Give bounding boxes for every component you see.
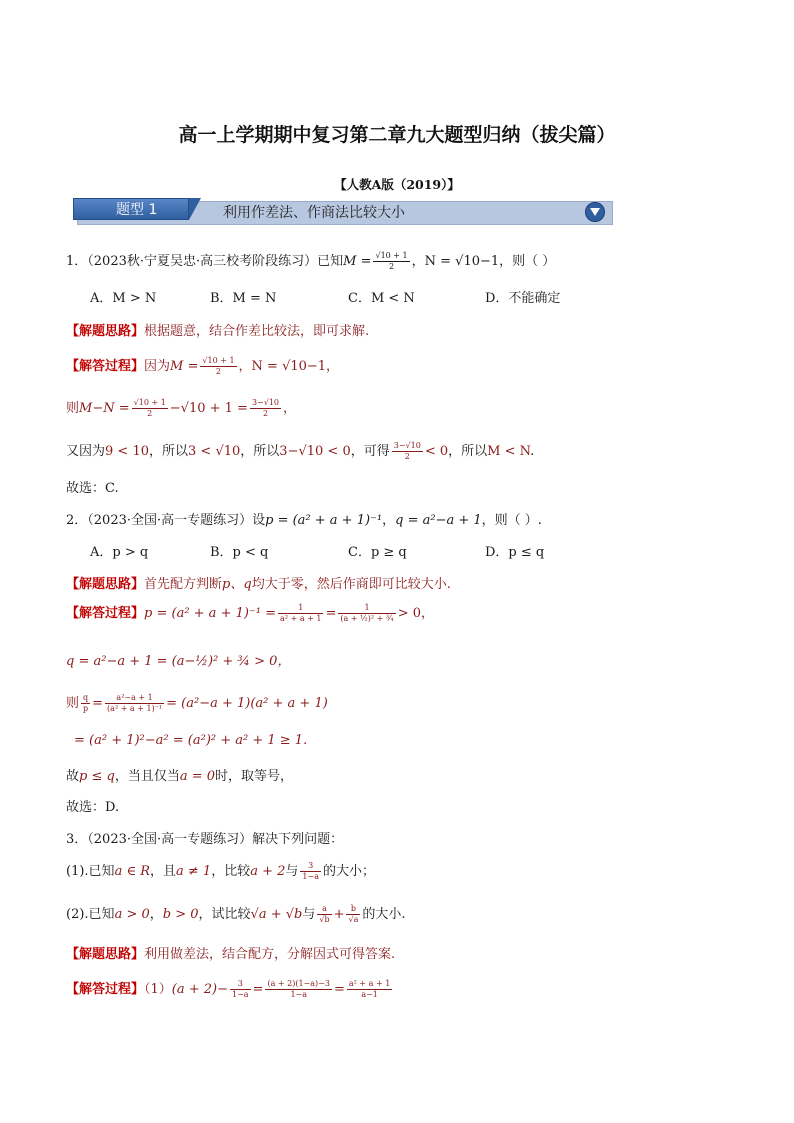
text: ，当且仅当 bbox=[114, 769, 180, 784]
frac-denominator: 2 bbox=[147, 409, 153, 418]
math: a = 0 bbox=[179, 769, 216, 784]
q1-stem-text: 1．（2023秋·宁夏吴忠·高三校考阶段练习）已知 bbox=[66, 254, 344, 269]
frac-denominator: 1−a bbox=[302, 872, 319, 881]
document-title: 高一上学期期中复习第二章九大题型归纳（拔尖篇） bbox=[178, 124, 616, 146]
math: ，N = √10−1， bbox=[238, 359, 340, 374]
idea-label: 【解题思路】 bbox=[66, 577, 145, 592]
frac-denominator: p bbox=[83, 704, 89, 713]
fraction bbox=[265, 979, 332, 1000]
text: ， bbox=[283, 401, 297, 416]
q1-process-line-3 bbox=[66, 440, 534, 462]
text: 则 bbox=[66, 696, 80, 711]
math: > 0， bbox=[397, 606, 434, 621]
fraction bbox=[105, 693, 164, 714]
text: ，且 bbox=[150, 864, 177, 879]
frac-numerator: √10 + 1 bbox=[202, 356, 235, 365]
math: a ≠ 1 bbox=[176, 864, 212, 879]
math: b > 0 bbox=[162, 907, 199, 922]
question-1-stem bbox=[66, 250, 555, 272]
math: p ≤ q bbox=[79, 769, 115, 784]
fraction bbox=[250, 398, 281, 419]
fraction bbox=[392, 441, 423, 462]
q3-process-line-1 bbox=[66, 978, 394, 1000]
frac-denominator: 2 bbox=[404, 452, 410, 461]
q2-option-c: C．p ≥ q bbox=[348, 545, 407, 560]
text: （1） bbox=[144, 982, 172, 997]
math: −√10 + 1 = bbox=[169, 401, 248, 416]
q3-part-2 bbox=[66, 903, 405, 925]
math: = bbox=[252, 982, 264, 997]
frac-denominator: (a² + a + 1)⁻¹ bbox=[107, 704, 163, 713]
process-label: 【解答过程】 bbox=[66, 359, 145, 374]
idea-text: 根据题意，结合作差比较法，即可求解. bbox=[144, 324, 370, 339]
process-label: 【解答过程】 bbox=[66, 982, 145, 997]
text: 又因为 bbox=[66, 444, 106, 459]
text: 的大小； bbox=[322, 864, 375, 879]
frac-numerator: a bbox=[317, 904, 331, 915]
banner-tag: 题型 1 bbox=[73, 198, 189, 220]
text: ，所以 bbox=[149, 444, 189, 459]
math: M < N bbox=[487, 444, 531, 459]
text: 与 bbox=[302, 907, 316, 922]
question-3-stem: 3．（2023·全国·高一专题练习）解决下列问题： bbox=[66, 832, 344, 847]
fraction bbox=[200, 356, 236, 377]
math: + bbox=[333, 907, 345, 922]
frac-denominator: 2 bbox=[262, 409, 269, 418]
math: a + 2 bbox=[250, 864, 286, 879]
q3-part-1 bbox=[66, 860, 375, 882]
text: ， bbox=[382, 513, 396, 528]
q3-idea bbox=[66, 943, 395, 962]
q2-answer: 故选：D. bbox=[66, 800, 120, 815]
frac-denominator: √a bbox=[348, 915, 359, 924]
chevron-down-icon[interactable] bbox=[585, 202, 605, 222]
fraction bbox=[300, 861, 321, 882]
q1-var-n: ，N = √10−1，则（ ） bbox=[411, 254, 556, 269]
frac-numerator: q bbox=[83, 693, 89, 702]
q2-option-a: A．p > q bbox=[90, 545, 149, 560]
frac-numerator: 3−√10 bbox=[393, 441, 421, 450]
math: p = (a² + a + 1)⁻¹ = bbox=[144, 606, 277, 621]
text: 与 bbox=[285, 864, 299, 879]
text: (2).已知 bbox=[66, 907, 115, 922]
math: M−N = bbox=[79, 401, 130, 416]
text: 均大于零，然后作商即可比较大小. bbox=[251, 577, 451, 592]
math: = bbox=[333, 982, 345, 997]
frac-denominator: 1−a bbox=[290, 990, 308, 999]
text: 故 bbox=[66, 769, 80, 784]
idea-text: 利用做差法，结合配方，分解因式可得答案. bbox=[144, 947, 396, 962]
frac-denominator: (a + ½)² + ¾ bbox=[340, 614, 394, 623]
frac-denominator: √b bbox=[319, 915, 330, 924]
math: (a + 2)− bbox=[171, 982, 229, 997]
q2-idea bbox=[66, 573, 451, 592]
q2-option-b: B．p < q bbox=[210, 545, 269, 560]
math: √a + √b bbox=[250, 907, 303, 922]
frac-numerator: 3−√10 bbox=[251, 398, 280, 407]
q2-process-line-5 bbox=[66, 765, 293, 784]
fraction bbox=[317, 904, 331, 925]
q1-fraction bbox=[373, 251, 409, 272]
fraction bbox=[81, 693, 90, 714]
idea-label: 【解题思路】 bbox=[66, 324, 145, 339]
math: < 0 bbox=[424, 444, 449, 459]
frac-numerator: 1 bbox=[338, 603, 395, 614]
math: q = a²−a + 1 bbox=[395, 513, 482, 528]
frac-denominator: 1−a bbox=[232, 990, 249, 999]
math: = (a²−a + 1)(a² + a + 1) bbox=[166, 696, 328, 711]
q2-process-line-1 bbox=[66, 602, 434, 624]
frac-denominator: 2 bbox=[215, 367, 221, 376]
q1-option-a: A．M > N bbox=[90, 291, 157, 306]
q2-option-d: D．p ≤ q bbox=[485, 545, 545, 560]
q2-process-line-2: q = a²−a + 1 = (a−½)² + ¾ > 0， bbox=[66, 654, 291, 669]
math: 9 < 10 bbox=[105, 444, 149, 459]
text: ，所以 bbox=[240, 444, 280, 459]
frac-numerator: a²−a + 1 bbox=[105, 693, 164, 704]
text: ，试比较 bbox=[198, 907, 251, 922]
frac-numerator: a² + a + 1 bbox=[348, 979, 391, 988]
fraction bbox=[278, 603, 323, 624]
q1-option-c: C．M < N bbox=[348, 291, 415, 306]
frac-denominator: a² + a + 1 bbox=[280, 614, 322, 623]
banner-topic: 利用作差法、作商法比较大小 bbox=[223, 205, 405, 221]
fraction bbox=[347, 979, 392, 1000]
math: a ∈ R bbox=[114, 864, 150, 879]
q2-process-line-3 bbox=[66, 692, 328, 714]
q1-process-line-1 bbox=[66, 355, 339, 377]
fraction bbox=[132, 398, 168, 419]
edition-label: 【人教A版（2019）】 bbox=[334, 177, 460, 192]
frac-denominator: 2 bbox=[389, 262, 395, 271]
frac-numerator: b bbox=[346, 904, 360, 915]
fraction bbox=[338, 603, 395, 624]
frac-denominator: a−1 bbox=[361, 990, 378, 999]
text: . bbox=[530, 444, 535, 459]
idea-label: 【解题思路】 bbox=[66, 947, 145, 962]
q1-var-m: M = bbox=[343, 254, 372, 269]
text: ， bbox=[149, 907, 163, 922]
frac-numerator: 3 bbox=[230, 979, 251, 990]
math: M = bbox=[170, 359, 199, 374]
process-label: 【解答过程】 bbox=[66, 606, 145, 621]
q2-process-line-4: = (a² + 1)²−a² = (a²)² + a² + 1 ≥ 1. bbox=[74, 733, 308, 748]
math: = bbox=[325, 606, 337, 621]
math: = bbox=[92, 696, 104, 711]
section-banner bbox=[73, 198, 613, 225]
math: 3−√10 < 0 bbox=[279, 444, 351, 459]
math: 3 < √10 bbox=[188, 444, 241, 459]
banner-tag-notch bbox=[189, 198, 201, 220]
q1-option-b: B．M = N bbox=[210, 291, 277, 306]
text: 时，取等号， bbox=[215, 769, 294, 784]
frac-numerator: 1 bbox=[278, 603, 323, 614]
question-2-stem bbox=[66, 509, 542, 528]
math: p、q bbox=[222, 577, 252, 592]
frac-numerator: 3 bbox=[300, 861, 321, 872]
math: p = (a² + a + 1)⁻¹ bbox=[265, 513, 383, 528]
text: 2．（2023·全国·高一专题练习）设 bbox=[66, 513, 266, 528]
text: ，比较 bbox=[211, 864, 251, 879]
q1-process-line-2 bbox=[66, 397, 296, 419]
q1-option-d: D．不能确定 bbox=[485, 291, 561, 306]
text: (1).已知 bbox=[66, 864, 115, 879]
text: 首先配方判断 bbox=[144, 577, 223, 592]
text: 因为 bbox=[144, 359, 171, 374]
text: 则 bbox=[66, 401, 80, 416]
text: ，可得 bbox=[350, 444, 390, 459]
frac-numerator: √10 + 1 bbox=[133, 398, 166, 407]
text: ，所以 bbox=[448, 444, 488, 459]
fraction bbox=[230, 979, 251, 1000]
text: ，则（ ）. bbox=[481, 513, 542, 528]
frac-numerator: √10 + 1 bbox=[375, 251, 408, 260]
fraction bbox=[346, 904, 360, 925]
text: 的大小. bbox=[362, 907, 406, 922]
frac-numerator: (a + 2)(1−a)−3 bbox=[267, 979, 330, 988]
q1-answer: 故选：C. bbox=[66, 481, 119, 496]
math: a > 0 bbox=[114, 907, 150, 922]
q1-idea bbox=[66, 320, 369, 339]
